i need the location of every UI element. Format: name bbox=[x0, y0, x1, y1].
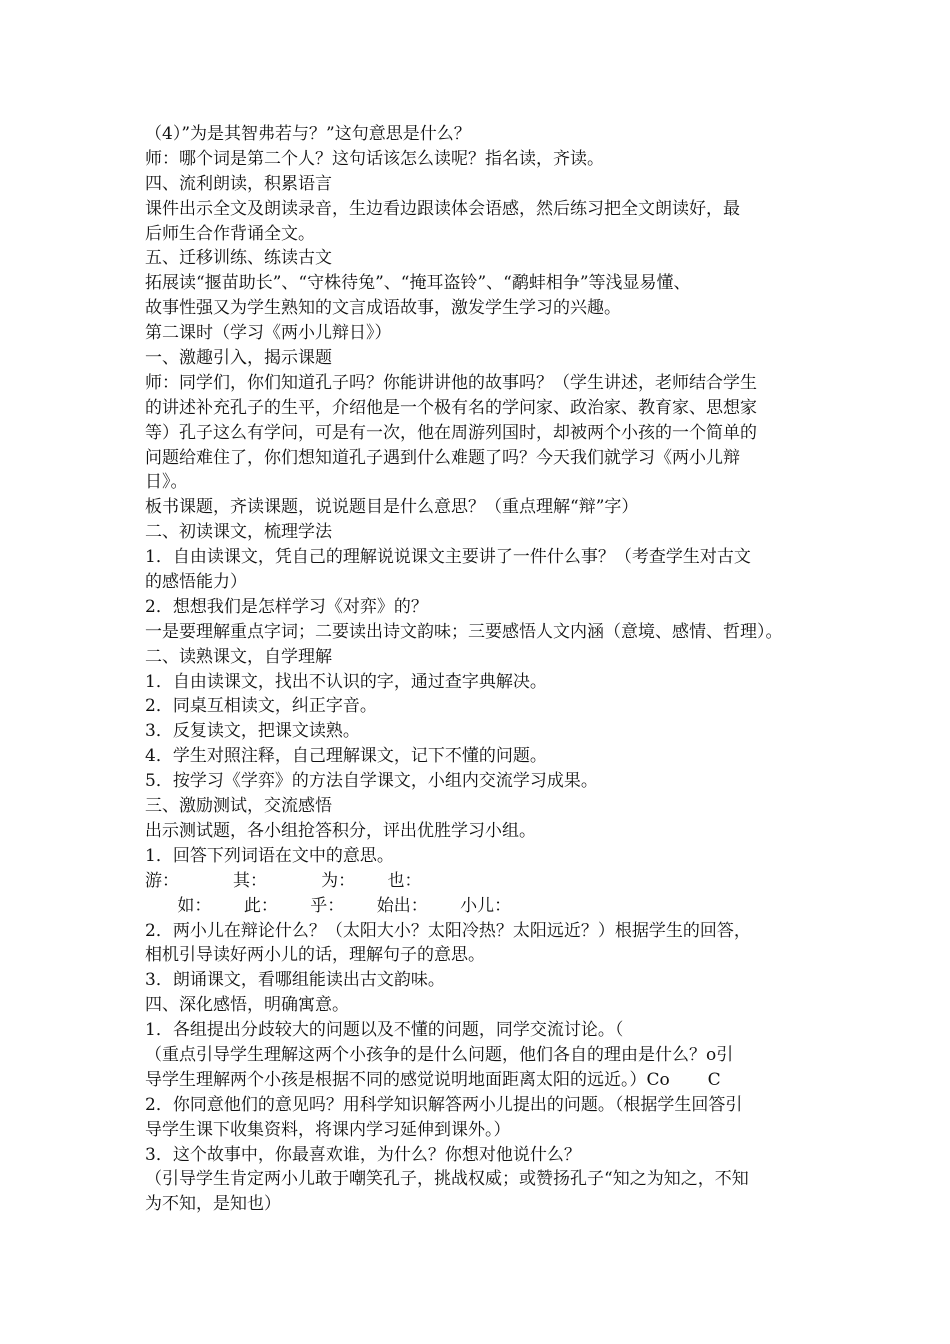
text-line: 导学生理解两个小孩是根据不同的感觉说明地面距离太阳的远近。）Co C bbox=[145, 1069, 721, 1090]
text-line: （4）”为是其智弗若与？”这句意思是什么？ bbox=[145, 124, 471, 144]
list-item: 3．朗诵课文，看哪组能读出古文韵味。 bbox=[145, 970, 445, 991]
text-line: 一是要理解重点字词；二要读出诗文韵味；三要感悟人文内涵（意境、感情、哲理）。 bbox=[145, 621, 783, 642]
document-body bbox=[145, 122, 945, 1217]
list-item: 4．学生对照注释，自己理解课文，记下不懂的问题。 bbox=[145, 746, 547, 767]
list-item: 1．各组提出分歧较大的问题以及不懂的问题，同学交流讨论。（ bbox=[145, 1020, 624, 1041]
list-item: 1．自由读课文，找出不认识的字，通过查字典解决。 bbox=[145, 671, 547, 692]
text-line: 出示测试题，各小组抢答积分，评出优胜学习小组。 bbox=[145, 820, 536, 841]
text-line: 导学生课下收集资料，将课内学习延伸到课外。） bbox=[145, 1119, 511, 1140]
text-line: 师：哪个词是第二个人？这句话该怎么读呢？指名读，齐读。 bbox=[145, 148, 604, 169]
section-heading: 四、流利朗读，积累语言 bbox=[145, 173, 332, 194]
word-list-line: 如： 此： 乎： 始出： 小儿： bbox=[145, 895, 512, 916]
list-item: 5．按学习《学弈》的方法自学课文，小组内交流学习成果。 bbox=[145, 771, 598, 792]
list-item: 2．你同意他们的意见吗？用科学知识解答两小儿提出的问题。（根据学生回答引 bbox=[145, 1094, 743, 1115]
text-line: 师：同学们，你们知道孔子吗？你能讲讲他的故事吗？（学生讲述，老师结合学生 bbox=[145, 372, 757, 393]
text-line: 拓展读“揠苗助长”、“守株待兔”、“掩耳盗铃”、“鹬蚌相争”等浅显易懂、 bbox=[145, 273, 691, 294]
text-line: 的感悟能力） bbox=[145, 572, 247, 593]
text-line: 等）孔子这么有学问，可是有一次，他在周游列国时，却被两个小孩的一个简单的 bbox=[145, 422, 757, 443]
list-item: 3．反复读文，把课文读熟。 bbox=[145, 721, 360, 742]
text-line: 问题给难住了，你们想知道孔子遇到什么难题了吗？今天我们就学习《两小儿辩 bbox=[145, 447, 740, 468]
text-line: （重点引导学生理解这两个小孩争的是什么问题，他们各自的理由是什么？o引 bbox=[145, 1044, 734, 1065]
text-line: 课件出示全文及朗读录音，生边看边跟读体会语感，然后练习把全文朗读好，最 bbox=[145, 198, 740, 219]
text-line: 相机引导读好两小儿的话，理解句子的意思。 bbox=[145, 945, 485, 966]
list-item: 2．两小儿在辩论什么？（太阳大小？太阳冷热？太阳远近？）根据学生的回答， bbox=[145, 920, 751, 941]
word-list-line: 游： 其： 为： 也： bbox=[145, 870, 422, 891]
section-heading: 二、初读课文，梳理学法 bbox=[145, 522, 332, 543]
section-heading: 三、激励测试，交流感悟 bbox=[145, 796, 332, 817]
text-line: 后师生合作背诵全文。 bbox=[145, 223, 315, 244]
text-line: 日》。 bbox=[145, 472, 188, 493]
section-heading: 四、深化感悟，明确寓意。 bbox=[145, 995, 349, 1016]
text-line: （引导学生肯定两小儿敢于嘲笑孔子，挑战权威；或赞扬孔子“知之为知之，不知 bbox=[145, 1169, 749, 1190]
text-line: 故事性强又为学生熟知的文言成语故事，激发学生学习的兴趣。 bbox=[145, 298, 621, 319]
list-item: 2．同桌互相读文，纠正字音。 bbox=[145, 696, 377, 717]
section-heading: 五、迁移训练、练读古文 bbox=[145, 248, 332, 269]
lesson-heading: 第二课时（学习《两小儿辩日》） bbox=[145, 323, 392, 344]
list-item: 3．这个故事中，你最喜欢谁，为什么？你想对他说什么？ bbox=[145, 1144, 581, 1165]
section-heading: 二、读熟课文，自学理解 bbox=[145, 646, 332, 667]
text-line: 为不知，是知也） bbox=[145, 1194, 281, 1215]
list-item: 1．自由读课文，凭自己的理解说说课文主要讲了一件什么事？（考查学生对古文 bbox=[145, 547, 751, 568]
list-item: 1．回答下列词语在文中的意思。 bbox=[145, 845, 394, 866]
section-heading: 一、激趣引入，揭示课题 bbox=[145, 348, 332, 369]
text-line: 板书课题，齐读课题，说说题目是什么意思？（重点理解“辩”字） bbox=[145, 497, 639, 518]
list-item: 2．想想我们是怎样学习《对弈》的？ bbox=[145, 596, 428, 617]
text-line: 的讲述补充孔子的生平，介绍他是一个极有名的学问家、政治家、教育家、思想家 bbox=[145, 397, 757, 418]
